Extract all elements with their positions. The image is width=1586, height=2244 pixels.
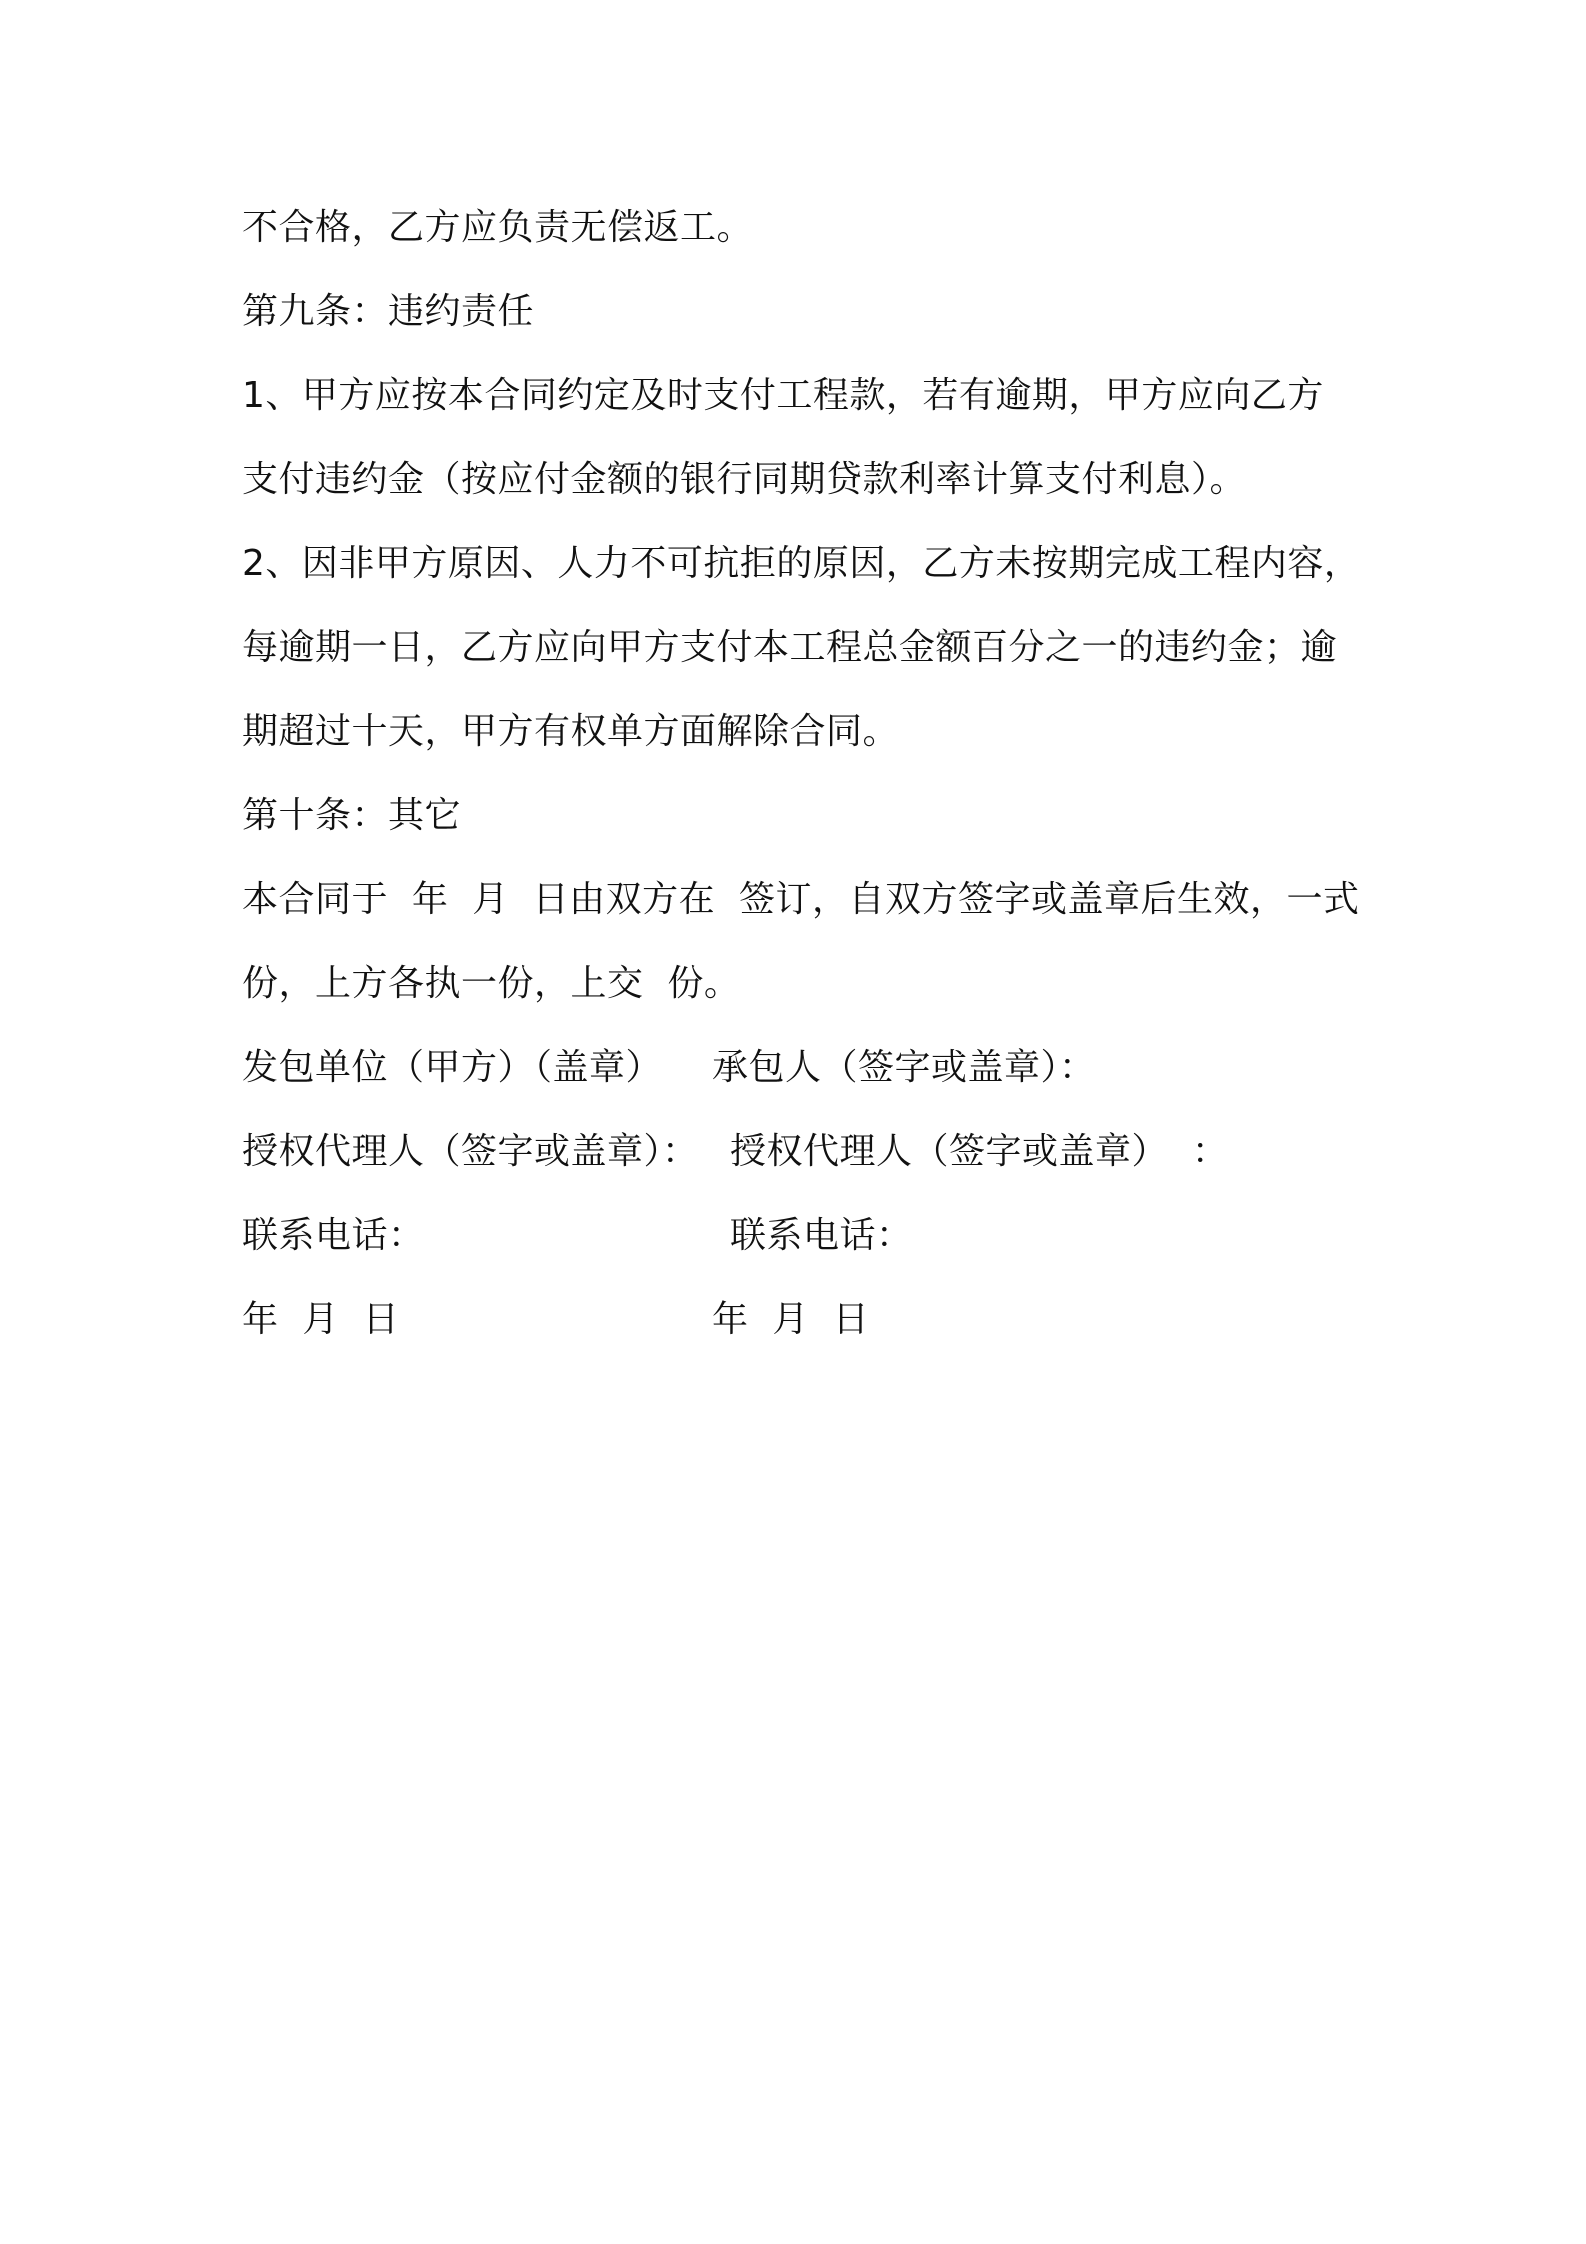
party-b-date-label: 年 月 日	[712, 1299, 870, 1340]
party-b-agent-label: 授权代理人（签字或盖章） ：	[730, 1131, 1229, 1172]
clause-10-text-line-1: 本合同于 年 月 日由双方在 签订，自双方签字或盖章后生效，一式	[242, 879, 1360, 920]
clause-9-heading: 第九条：违约责任	[242, 291, 535, 332]
clause-10-heading: 第十条：其它	[242, 795, 462, 836]
clause-8-continuation: 不合格，乙方应负责无偿返工。	[242, 207, 754, 248]
clause-10-text-line-2: 份，上方各执一份，上交 份。	[242, 963, 741, 1004]
clause-9-item-2-line-1: 2、因非甲方原因、人力不可抗拒的原因，乙方未按期完成工程内容，	[242, 543, 1361, 584]
party-a-date-label: 年 月 日	[242, 1299, 400, 1340]
clause-9-item-1-line-2: 支付违约金（按应付金额的银行同期贷款利率计算支付利息）。	[242, 459, 1247, 500]
clause-9-item-1-line-1: 1、甲方应按本合同约定及时支付工程款，若有逾期，甲方应向乙方	[242, 375, 1324, 416]
clause-9-item-2-line-2: 每逾期一日，乙方应向甲方支付本工程总金额百分之一的违约金；逾	[242, 627, 1338, 668]
party-a-unit-label: 发包单位（甲方）（盖章）	[242, 1047, 663, 1088]
party-b-contractor-label: 承包人（签字或盖章）：	[712, 1047, 1096, 1088]
party-a-agent-label: 授权代理人（签字或盖章）：	[242, 1131, 699, 1172]
party-a-phone-label: 联系电话：	[242, 1215, 425, 1256]
party-b-phone-label: 联系电话：	[730, 1215, 913, 1256]
clause-9-item-2-line-3: 期超过十天，甲方有权单方面解除合同。	[242, 711, 900, 752]
